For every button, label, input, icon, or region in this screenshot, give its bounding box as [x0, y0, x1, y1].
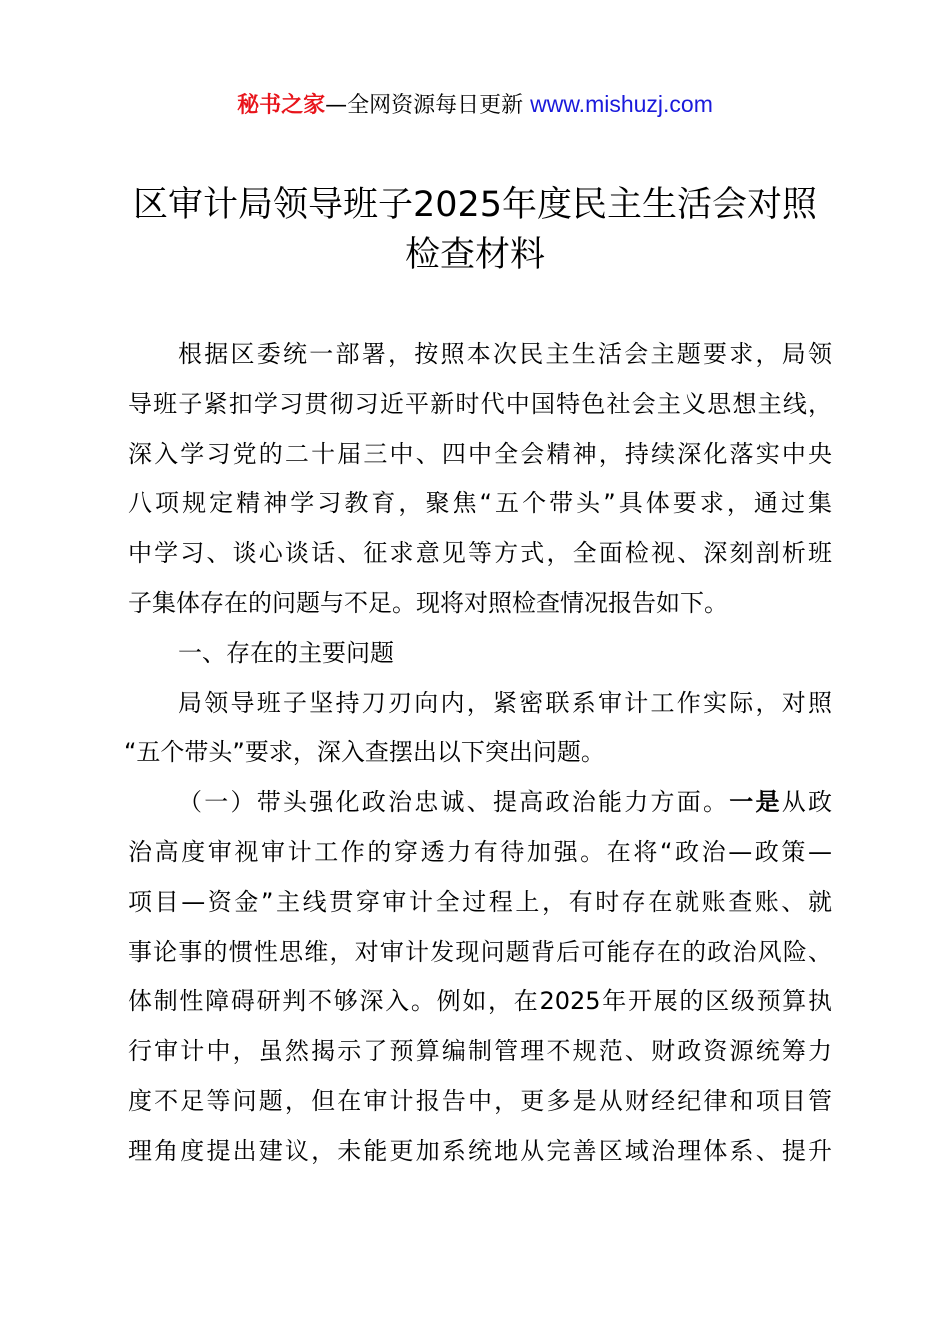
- text-line: 八项规定精神学习教育，聚焦“五个带头”具体要求，通过集: [128, 489, 832, 518]
- text-line: 行审计中，虽然揭示了预算编制管理不规范、财政资源统筹力: [128, 1037, 832, 1066]
- text-line: 体制性障碍研判不够深入。例如，在2025年开展的区级预算执: [128, 987, 832, 1016]
- text-line: 理角度提出建议，未能更加系统地从完善区域治理体系、提升: [128, 1136, 832, 1165]
- text-line: [128, 778, 832, 828]
- site-banner: [0, 88, 950, 122]
- text-line: 项目—资金”主线贯穿审计全过程上，有时存在就账查账、就: [128, 887, 832, 916]
- subsection-heading: （一）带头强化政治忠诚、提高政治能力方面。: [178, 788, 730, 817]
- brand-name: 秘书之家: [237, 93, 326, 118]
- text-line: 度不足等问题，但在审计报告中，更多是从财经纪律和项目管: [128, 1086, 832, 1115]
- political-loyalty-paragraph: [128, 778, 832, 1176]
- text-line: 导班子紧扣学习贯彻习近平新时代中国特色社会主义思想主线，: [128, 389, 832, 418]
- text-line: 局领导班子坚持刀刃向内，紧密联系审计工作实际，对照: [178, 688, 832, 717]
- text-segment: 从政: [781, 788, 832, 817]
- site-url-link[interactable]: www.mishuzj.com: [530, 91, 713, 117]
- banner-tagline: —全网资源每日更新: [325, 93, 531, 118]
- title-line-1: 区审计局领导班子2025年度民主生活会对照: [132, 185, 818, 225]
- text-line: “五个带头”要求，深入查摆出以下突出问题。: [124, 738, 605, 767]
- text-line: 子集体存在的问题与不足。现将对照检查情况报告如下。: [128, 588, 728, 617]
- text-line: 深入学习党的二十届三中、四中全会精神，持续深化落实中央: [128, 439, 832, 468]
- problems-intro-paragraph: [124, 679, 832, 779]
- text-line: 中学习、谈心谈话、征求意见等方式，全面检视、深刻剖析班: [128, 539, 832, 568]
- document-title: [0, 180, 950, 280]
- text-line: 治高度审视审计工作的穿透力有待加强。在将“政治—政策—: [128, 837, 832, 866]
- section-heading: 一、存在的主要问题: [178, 638, 394, 667]
- intro-paragraph: [128, 330, 832, 629]
- point-marker: 一是: [729, 788, 782, 817]
- document-body: [124, 330, 832, 1177]
- text-line: 根据区委统一部署，按照本次民主生活会主题要求，局领: [178, 340, 832, 368]
- text-line: 事论事的惯性思维，对审计发现问题背后可能存在的政治风险、: [128, 937, 832, 966]
- title-line-2: 检查材料: [404, 235, 545, 275]
